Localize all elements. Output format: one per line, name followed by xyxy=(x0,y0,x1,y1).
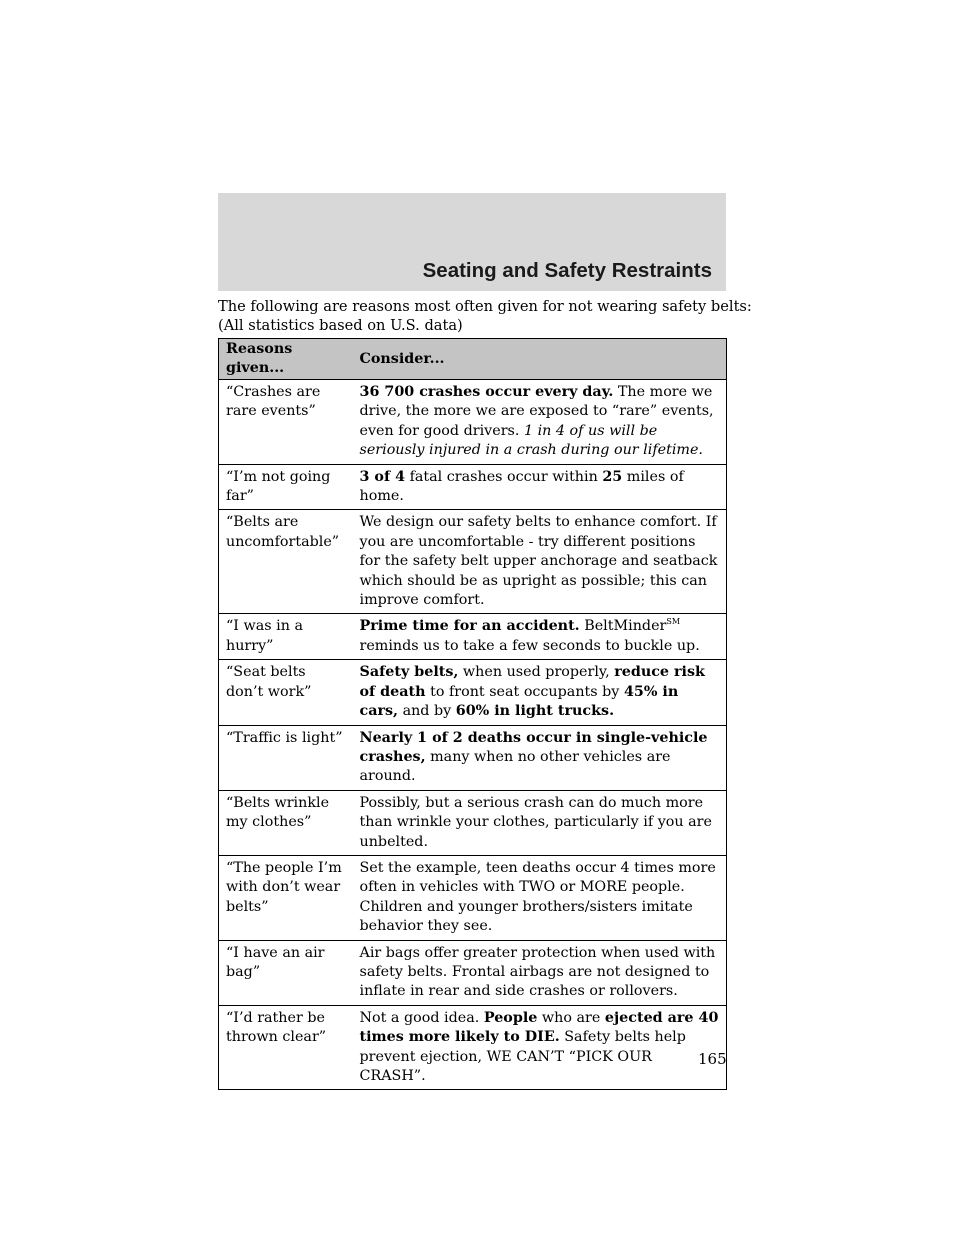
consider-text: BeltMinder xyxy=(579,618,667,635)
consider-cell xyxy=(353,614,727,660)
consider-text: to front seat occupants by xyxy=(425,683,624,700)
reason-cell: “I have an air bag” xyxy=(219,940,353,1005)
reason-cell: “I’d rather be thrown clear” xyxy=(219,1005,353,1090)
consider-text: ejected are 40 times more likely to DIE. xyxy=(359,1009,719,1046)
page-number: 165 xyxy=(698,1050,727,1068)
consider-cell xyxy=(353,725,727,790)
consider-text: 1 in 4 of us will be seriously injured in a crash during our lifetime. xyxy=(359,422,703,459)
table-row xyxy=(219,1005,727,1090)
consider-text: who are xyxy=(537,1009,605,1026)
consider-text: 45% in cars, xyxy=(359,683,679,720)
reason-cell: “Belts wrinkle my clothes” xyxy=(219,790,353,855)
table-row xyxy=(219,660,727,725)
table-body xyxy=(219,380,727,1090)
reason-cell: “I’m not going far” xyxy=(219,464,353,510)
table-row xyxy=(219,940,727,1005)
reason-cell: “Belts are uncomfortable” xyxy=(219,510,353,614)
intro-text xyxy=(218,297,752,335)
consider-text: Air bags offer greater protection when used with safety belts. Frontal airbags are not designed to inflate in rear and side crashes or rollovers. xyxy=(359,944,716,1000)
table-row xyxy=(219,614,727,660)
consider-cell xyxy=(353,660,727,725)
table-row xyxy=(219,510,727,614)
consider-text: Safety belts, xyxy=(359,664,459,681)
consider-text: 3 of 4 xyxy=(359,468,406,485)
table-row xyxy=(219,380,727,465)
consider-cell xyxy=(353,380,727,465)
consider-cell xyxy=(353,855,727,940)
consider-cell xyxy=(353,464,727,510)
reason-cell: “I was in a hurry” xyxy=(219,614,353,660)
consider-text: Nearly 1 of 2 deaths occur in single-vehicle crashes, xyxy=(359,729,708,765)
intro-line-1: The following are reasons most often given for not wearing safety belts: xyxy=(218,298,752,315)
consider-text: SM xyxy=(666,617,681,627)
consider-text: reduce risk of death xyxy=(359,664,705,700)
table-row xyxy=(219,725,727,790)
consider-text: We design our safety belts to enhance comfort. If you are uncomfortable - try different positions for the safety belt upper anchorage and seatback which should be as upright as possible; this can improve comfort. xyxy=(359,514,718,609)
consider-text: fatal crashes occur within xyxy=(405,468,603,485)
consider-text: miles of home. xyxy=(359,468,684,505)
reasons-table xyxy=(218,338,727,1090)
column-header-reasons: Reasons given... xyxy=(219,339,353,380)
consider-text: 36 700 crashes occur every day. xyxy=(359,384,614,400)
consider-text: Possibly, but a serious crash can do much more than wrinkle your clothes, particularly if you are unbelted. xyxy=(359,794,712,850)
consider-text: People xyxy=(483,1009,538,1026)
consider-text: Set the example, teen deaths occur 4 times more often in vehicles with TWO or MORE people. Children and younger brothers/sisters imitate behavior they see. xyxy=(359,859,716,935)
consider-text: reminds us to take a few seconds to buckle up. xyxy=(359,637,700,654)
reason-cell: “Seat belts don’t work” xyxy=(219,660,353,725)
consider-cell xyxy=(353,940,727,1005)
reason-cell: “Traffic is light” xyxy=(219,725,353,790)
consider-text: 60% in light trucks. xyxy=(455,703,615,720)
section-header-band xyxy=(218,193,726,291)
consider-text: many when no other vehicles are around. xyxy=(359,748,671,785)
column-header-consider: Consider... xyxy=(353,339,727,380)
table-row xyxy=(219,855,727,940)
reason-cell: “The people I’m with don’t wear belts” xyxy=(219,855,353,940)
reason-cell: “Crashes are rare events” xyxy=(219,380,353,465)
table-header-row xyxy=(219,339,727,380)
section-title: Seating and Safety Restraints xyxy=(422,259,712,282)
intro-line-2: (All statistics based on U.S. data) xyxy=(218,317,463,334)
consider-text: when used properly, xyxy=(458,664,615,681)
consider-cell xyxy=(353,790,727,855)
consider-cell xyxy=(353,510,727,614)
consider-text: 25 xyxy=(602,468,623,485)
consider-text: Not a good idea. xyxy=(359,1009,484,1026)
consider-text: Prime time for an accident. xyxy=(359,618,580,635)
table-row xyxy=(219,790,727,855)
table-row xyxy=(219,464,727,510)
consider-text: Safety belts help prevent ejection, WE CAN’T “PICK OUR CRASH”. xyxy=(359,1029,686,1084)
consider-text: The more we drive, the more we are exposed to “rare” events, even for good drivers. xyxy=(359,384,714,439)
consider-text: and by xyxy=(398,703,456,720)
consider-cell xyxy=(353,1005,727,1090)
